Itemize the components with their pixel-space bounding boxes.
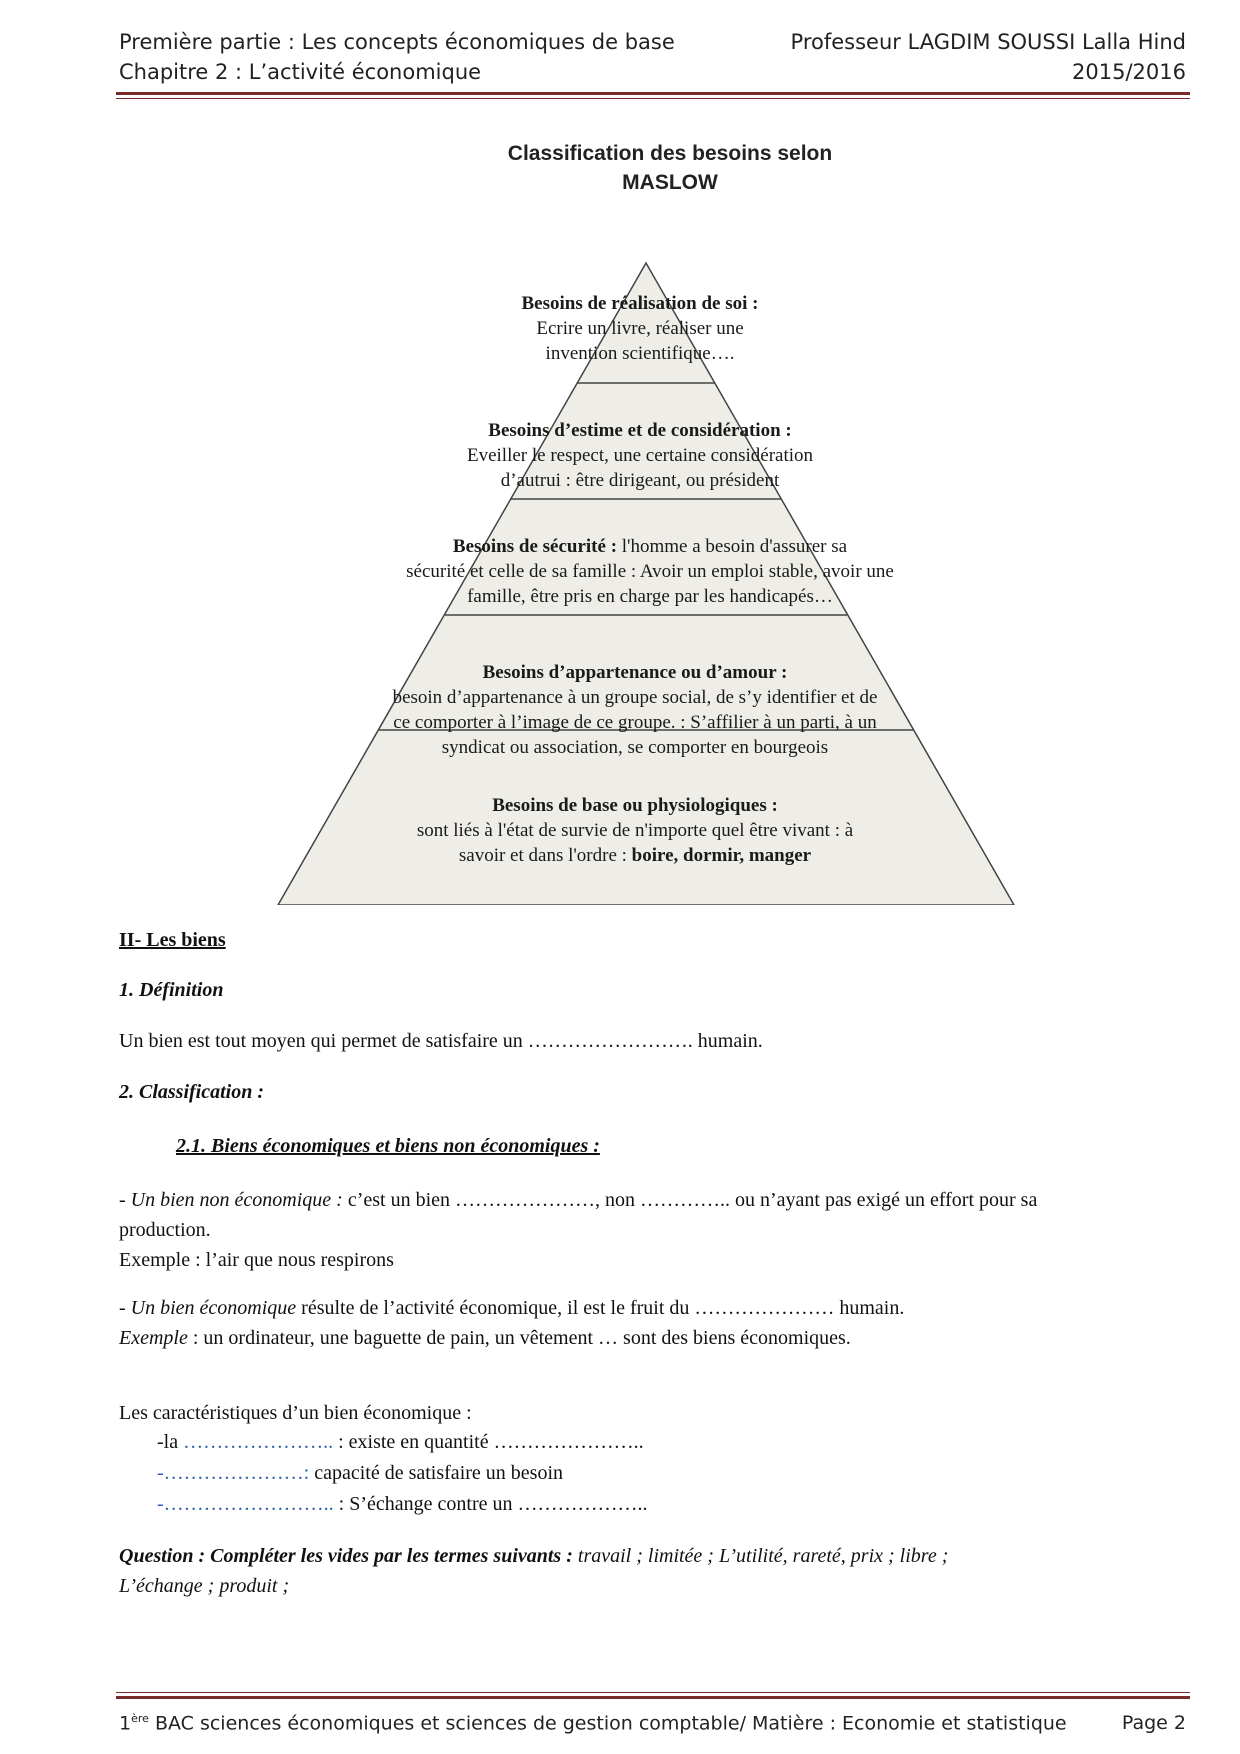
pyramid-level-esteem	[400, 418, 880, 493]
question-label: Question : Compléter les vides par les termes suivants :	[119, 1545, 573, 1567]
footer-level-sup: ère	[131, 1712, 149, 1725]
term-italic: - Un bien économique	[119, 1297, 297, 1319]
level-title: Besoins de réalisation de soi :	[521, 293, 759, 314]
example-label: Exemple	[119, 1327, 188, 1349]
pyramid-level-safety	[370, 534, 930, 609]
term-italic: - Un bien non économique :	[119, 1189, 343, 1211]
level-text: besoin d’appartenance à un groupe social, de s’y identifier et de	[392, 687, 878, 708]
text: production.	[119, 1219, 211, 1241]
level-text: Eveiller le respect, une certaine considération	[466, 445, 814, 466]
level-text: d’autrui : être dirigeant, ou président	[500, 470, 780, 491]
level-title: Besoins d’appartenance ou d’amour :	[482, 662, 788, 683]
characteristic-2	[157, 1458, 1180, 1488]
blank-dots: -……………………..	[157, 1493, 334, 1515]
level-text: l'homme a besoin d'assurer sa	[617, 536, 848, 557]
level-text: ce comporter à l’image de ce groupe. : S’affilier à un parti, à un	[393, 712, 877, 733]
level-text: savoir et dans l'ordre :	[458, 845, 632, 866]
pyramid-level-belonging	[335, 660, 935, 760]
level-text-bold: boire, dormir, manger	[631, 845, 812, 866]
header-rule-thick	[116, 92, 1190, 95]
header-chapter: Chapitre 2 : L’activité économique	[119, 60, 482, 84]
question	[119, 1541, 1180, 1601]
classification-heading: 2. Classification :	[119, 1081, 265, 1103]
footer-rule-thin	[116, 1692, 1190, 1693]
level-text: Ecrire un livre, réaliser une	[536, 318, 744, 339]
text: résulte de l’activité économique, il est le fruit du ………………… humain.	[296, 1297, 905, 1319]
text: c’est un bien …………………, non ………….. ou n’ayant pas exigé un effort pour sa	[342, 1189, 1038, 1211]
text: capacité de satisfaire un besoin	[309, 1462, 563, 1484]
level-title: Besoins d’estime et de considération :	[488, 420, 792, 441]
example-text: : un ordinateur, une baguette de pain, un vêtement … sont des biens économiques.	[187, 1327, 851, 1349]
example-text: Exemple : l’air que nous respirons	[119, 1249, 394, 1271]
characteristic-3	[157, 1489, 1180, 1519]
blank-dots: …………………..	[183, 1431, 334, 1453]
footer-level: 1	[119, 1712, 132, 1735]
question-terms: travail ; limitée ; L’utilité, rareté, prix ; libre ;	[572, 1545, 949, 1567]
header-rule-thin	[116, 98, 1190, 99]
footer-text	[119, 1712, 1067, 1734]
paragraph-economic	[119, 1293, 1180, 1353]
definition-heading: 1. Définition	[119, 979, 224, 1001]
diagram-title-line2: MASLOW	[622, 171, 718, 194]
paragraph-non-economic	[119, 1185, 1180, 1275]
characteristic-1	[157, 1427, 1180, 1457]
header-year: 2015/2016	[1072, 60, 1186, 84]
diagram-title-line1: Classification des besoins selon	[507, 142, 833, 165]
subsection-heading: 2.1. Biens économiques et biens non économiques :	[176, 1135, 600, 1157]
page-number: Page 2	[1121, 1712, 1186, 1734]
section-heading: II- Les biens	[119, 929, 226, 951]
pyramid-level-physiological	[355, 793, 915, 868]
level-text: sont liés à l'état de survie de n'importe quel être vivant : à	[416, 820, 854, 841]
question-terms: L’échange ; produit ;	[119, 1575, 290, 1597]
definition-text: Un bien est tout moyen qui permet de satisfaire un ……………………. humain.	[119, 1030, 763, 1052]
footer-rule-thick	[116, 1696, 1190, 1699]
level-text: syndicat ou association, se comporter en bourgeois	[441, 737, 829, 758]
footer-course: BAC sciences économiques et sciences de gestion comptable/ Matière : Economie et statistique	[148, 1712, 1067, 1735]
level-text: invention scientifique….	[545, 343, 735, 364]
header-professor: Professeur LAGDIM SOUSSI Lalla Hind	[790, 30, 1186, 54]
level-text: famille, être pris en charge par les handicapés…	[467, 586, 833, 607]
level-title: Besoins de sécurité :	[452, 536, 618, 557]
blank-dots: -…………………:	[157, 1462, 310, 1484]
text: -la	[157, 1431, 184, 1453]
text: : S’échange contre un ………………..	[333, 1493, 648, 1515]
header-part: Première partie : Les concepts économiques de base	[119, 30, 675, 54]
level-title: Besoins de base ou physiologiques :	[492, 795, 778, 816]
characteristics-heading: Les caractéristiques d’un bien économique :	[119, 1402, 472, 1424]
pyramid-level-self-actualization	[460, 291, 820, 366]
level-text: sécurité et celle de sa famille : Avoir un emploi stable, avoir une	[406, 561, 894, 582]
text: : existe en quantité …………………..	[333, 1431, 644, 1453]
